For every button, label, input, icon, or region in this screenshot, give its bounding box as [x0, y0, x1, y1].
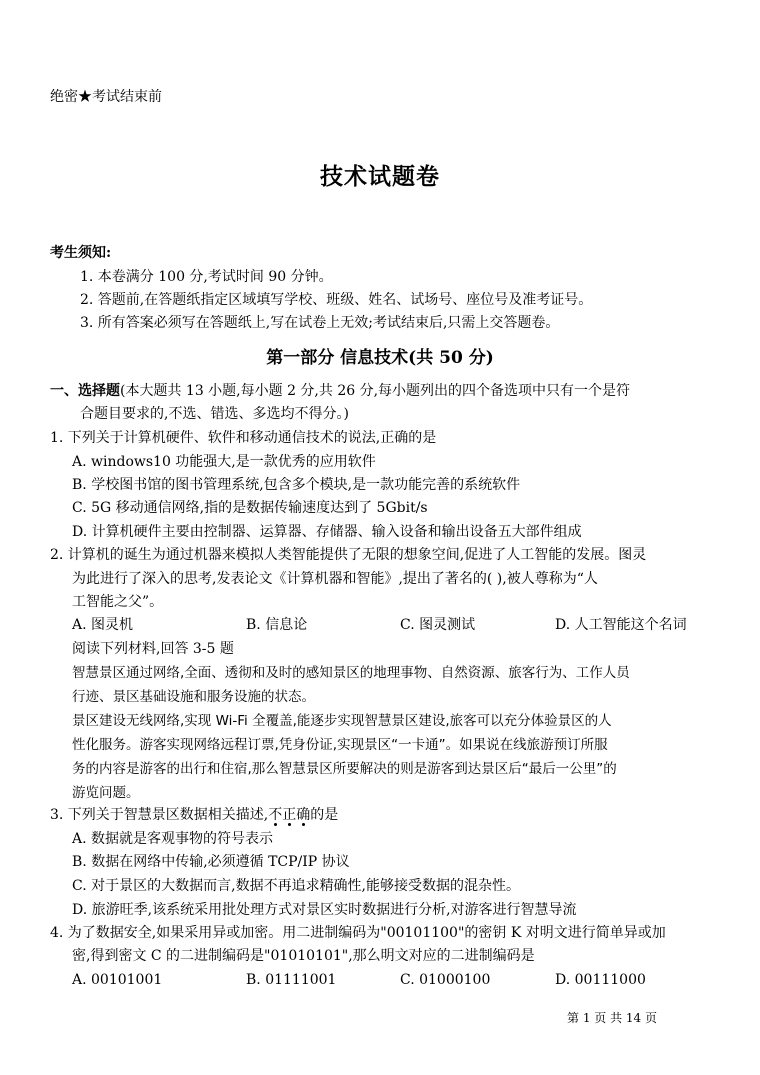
question-stem: 4. 为了数据安全,如果采用异或加密。用二进制编码为"00101100"的密钥 K 对明文进行简单异或加	[50, 925, 666, 941]
reading-text: 性化服务。游客实现网络远程订票,凭身份证,实现景区“一卡通”。如果说在线旅游预订所服	[72, 737, 608, 753]
stem-text: 的是	[310, 807, 339, 823]
option-b: B. 01111001	[246, 972, 337, 988]
option-c: C. 图灵测试	[400, 617, 476, 633]
notice-heading: 考生须知:	[50, 245, 112, 261]
notice-item: 3. 所有答案必须写在答题纸上,写在试卷上无效;考试结束后,只需上交答题卷。	[80, 315, 560, 331]
section-label: 一、选择题	[50, 383, 120, 399]
option-c: C. 5G 移动通信网络,指的是数据传输速度达到了 5Gbit/s	[72, 500, 428, 516]
emphasized-text	[268, 807, 310, 823]
section-desc-cont: 合题目要求的,不选、错选、多选均不得分。)	[80, 406, 349, 422]
part-title: 第一部分 信息技术(共 50 分)	[266, 348, 494, 368]
section-heading	[50, 379, 630, 403]
notice-item: 2. 答题前,在答题纸指定区域填写学校、班级、姓名、试场号、座位号及准考证号。	[80, 292, 593, 308]
option-a: A. 数据就是客观事物的符号表示	[72, 831, 274, 847]
reading-intro: 阅读下列材料,回答 3-5 题	[72, 641, 234, 657]
reading-text: 景区建设无线网络,实现 Wi-Fi 全覆盖,能逐步实现智慧景区建设,旅客可以充分体验景区的人	[72, 713, 612, 729]
option-c: C. 对于景区的大数据而言,数据不再追求精确性,能够接受数据的混杂性。	[72, 878, 521, 894]
option-d: D. 计算机硬件主要由控制器、运算器、存储器、输入设备和输出设备五大部件组成	[72, 524, 582, 540]
emphasized-word: 不正确	[268, 807, 311, 823]
reading-text: 智慧景区通过网络,全面、透彻和及时的感知景区的地理事物、自然资源、旅客行为、工作人员	[72, 665, 630, 681]
reading-text: 游览问题。	[72, 785, 140, 801]
option-b: B. 数据在网络中传输,必须遵循 TCP/IP 协议	[72, 854, 350, 870]
page-title: 技术试题卷	[320, 163, 440, 190]
page-footer: 第 1 页 共 14 页	[567, 1011, 657, 1025]
secret-mark: 绝密★考试结束前	[50, 89, 162, 105]
option-a: A. 00101001	[72, 972, 163, 988]
emphasis-dots	[268, 823, 310, 827]
option-d: D. 旅游旺季,该系统采用批处理方式对景区实时数据进行分析,对游客进行智慧导流	[72, 902, 577, 918]
question-stem: 1. 下列关于计算机硬件、软件和移动通信技术的说法,正确的是	[50, 430, 437, 446]
option-a: A. 图灵机	[72, 617, 134, 633]
stem-text: 3. 下列关于智慧景区数据相关描述,	[50, 807, 269, 823]
reading-text: 行迹、景区基础设施和服务设施的状态。	[72, 689, 315, 705]
option-b: B. 学校图书馆的图书管理系统,包含多个模块,是一款功能完善的系统软件	[72, 477, 521, 493]
option-d: D. 人工智能这个名词	[555, 617, 687, 633]
option-c: C. 01000100	[400, 972, 491, 988]
notice-item: 1. 本卷满分 100 分,考试时间 90 分钟。	[80, 269, 333, 285]
question-stem	[50, 803, 338, 827]
section-desc: (本大题共 13 小题,每小题 2 分,共 26 分,每小题列出的四个备选项中只有一个是符	[120, 383, 631, 399]
question-stem-cont: 工智能之父”。	[72, 594, 164, 610]
question-stem: 2. 计算机的诞生为通过机器来模拟人类智能提供了无限的想象空间,促进了人工智能的发展。图灵	[50, 547, 647, 563]
option-d: D. 00111000	[555, 972, 646, 988]
question-stem-cont: 密,得到密文 C 的二进制编码是"01010101",那么明文对应的二进制编码是	[72, 948, 535, 964]
reading-text: 务的内容是游客的出行和住宿,那么智慧景区所要解决的则是游客到达景区后“最后一公里”的	[72, 761, 617, 777]
question-stem-cont: 为此进行了深入的思考,发表论文《计算机器和智能》,提出了著名的( ),被人尊称为“人	[72, 571, 598, 587]
option-b: B. 信息论	[246, 617, 308, 633]
option-a: A. windows10 功能强大,是一款优秀的应用软件	[72, 454, 376, 470]
